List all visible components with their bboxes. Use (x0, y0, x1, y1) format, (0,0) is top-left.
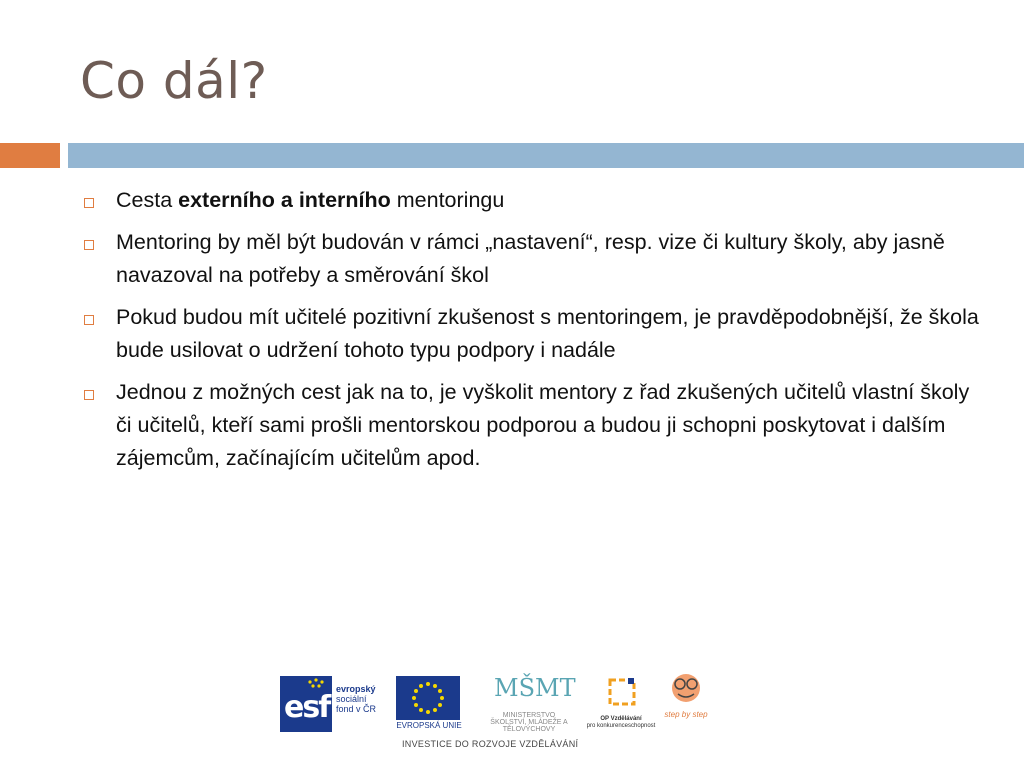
msmt-logo (484, 674, 576, 734)
step-text: step by step (664, 710, 708, 719)
op-mark-icon (592, 676, 652, 716)
step-mark-icon (658, 672, 714, 710)
msmt-mark-icon: MŠMT (494, 674, 576, 702)
bullet-item (80, 184, 980, 217)
bullet-square-icon (84, 390, 94, 400)
bullet-text: Pokud budou mít učitelé pozitivní zkušenost s mentoringem, je pravděpodobnější, že škola bude usilovat o udržení tohoto typu podpory i nadále (116, 305, 979, 362)
op-logo (586, 676, 656, 731)
bullet-text: Cesta (116, 188, 179, 212)
esf-text-line: sociální (336, 694, 367, 704)
esf-mark-icon (280, 676, 332, 732)
investice-text: INVESTICE DO ROZVOJE VZDĚLÁVÁNÍ (402, 739, 579, 749)
op-text-line: OP Vzdělávání (600, 716, 642, 722)
bullet-text: Mentoring by měl být budován v rámci „nastavení“, resp. vize či kultury školy, aby jasně navazoval na potřeby a směrování škol (116, 230, 945, 287)
step-by-step-logo (658, 672, 714, 732)
msmt-text: MINISTERSTVO ŠKOLSTVÍ, MLÁDEŽE A TĚLOVÝCHOVY (490, 712, 568, 733)
op-text-line: pro konkurenceschopnost (586, 723, 656, 729)
bullet-square-icon (84, 315, 94, 325)
logo-strip (280, 670, 720, 760)
esf-stars-icon (280, 676, 332, 690)
bullet-square-icon (84, 240, 94, 250)
esf-logo (280, 676, 390, 732)
esf-text-line: fond v ČR (336, 704, 377, 714)
op-text (586, 716, 656, 730)
bullet-bold-text: externího a interního (178, 188, 391, 212)
accent-bar-orange (0, 143, 60, 168)
bullet-item (80, 226, 980, 292)
bullet-square-icon (84, 198, 94, 208)
esf-mark-text: esf (284, 690, 330, 725)
accent-bar-blue (68, 143, 1024, 168)
bullet-item (80, 376, 980, 475)
slide-title: Co dál? (80, 52, 268, 110)
bullet-text: Jednou z možných cest jak na to, je vyškolit mentory z řad zkušených učitelů vlastní školy či učitelů, kteří sami prošli mentorskou podporou a budou ji schopni poskytovat i dalším zájemcům, začínajícím učitelům apod. (116, 380, 970, 470)
eu-flag-icon (396, 676, 460, 720)
esf-text (336, 684, 376, 714)
bullet-item (80, 301, 980, 367)
eu-label: EVROPSKÁ UNIE (396, 721, 462, 730)
bullet-list (80, 184, 980, 484)
esf-text-line: evropský (336, 684, 376, 694)
bullet-text: mentoringu (390, 188, 505, 212)
